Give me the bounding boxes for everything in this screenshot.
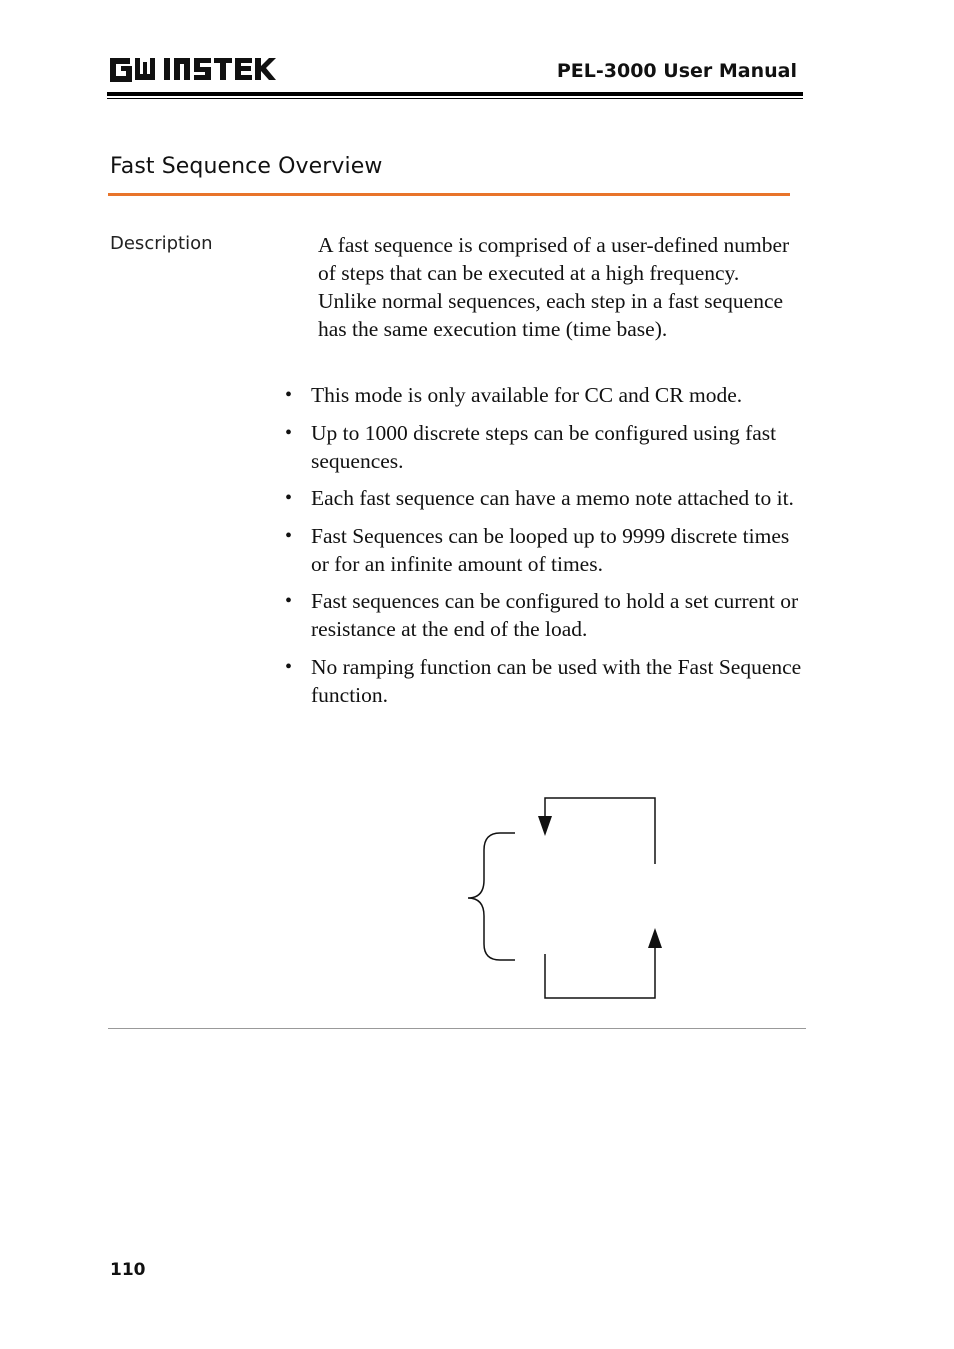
- down-arrow-icon: [538, 816, 552, 836]
- list-item: [283, 381, 808, 409]
- description-label: Description: [110, 233, 213, 254]
- loop-bottom-line: [545, 948, 655, 998]
- loop-top-line: [545, 798, 655, 864]
- list-item: [283, 484, 808, 512]
- feature-list: [283, 381, 808, 718]
- bullet-dot-icon: •: [285, 384, 293, 406]
- list-item: [283, 419, 808, 475]
- list-item-text: Fast sequences can be configured to hold a set current or resistance at the end of the load.: [311, 589, 799, 641]
- bullet-dot-icon: •: [285, 655, 293, 678]
- header-rule: [107, 92, 803, 96]
- up-arrow-icon: [648, 928, 662, 948]
- loop-diagram-icon: [460, 790, 670, 1010]
- bullet-dot-icon: •: [285, 421, 293, 444]
- section-underline: [108, 193, 790, 196]
- section-bottom-rule: [108, 1028, 806, 1029]
- list-item: [283, 587, 808, 643]
- list-item: [283, 522, 808, 578]
- gw-instek-logo: [108, 52, 278, 86]
- section-title: Fast Sequence Overview: [110, 154, 383, 179]
- list-item-text: Up to 1000 discrete steps can be configured using fast sequences.: [311, 420, 777, 473]
- page-number: 110: [110, 1260, 146, 1280]
- bullet-dot-icon: •: [285, 487, 293, 509]
- bullet-dot-icon: •: [285, 524, 293, 547]
- list-item: [283, 653, 808, 709]
- manual-title: PEL-3000 User Manual: [556, 60, 797, 82]
- bullet-dot-icon: •: [285, 590, 293, 612]
- brace-shape: [468, 833, 515, 960]
- list-item-text: Fast Sequences can be looped up to 9999 discrete times or for an infinite amount of times.: [311, 523, 790, 576]
- list-item-text: This mode is only available for CC and CR mode.: [311, 383, 743, 407]
- list-item-text: No ramping function can be used with the Fast Sequence function.: [311, 654, 802, 707]
- description-text: A fast sequence is comprised of a user-defined number of steps that can be executed at a high frequency. Unlike normal sequences, each step in a fast sequence has the same execution time (time base).: [318, 233, 790, 341]
- list-item-text: Each fast sequence can have a memo note attached to it.: [311, 486, 794, 510]
- header-rule-thin: [107, 98, 803, 99]
